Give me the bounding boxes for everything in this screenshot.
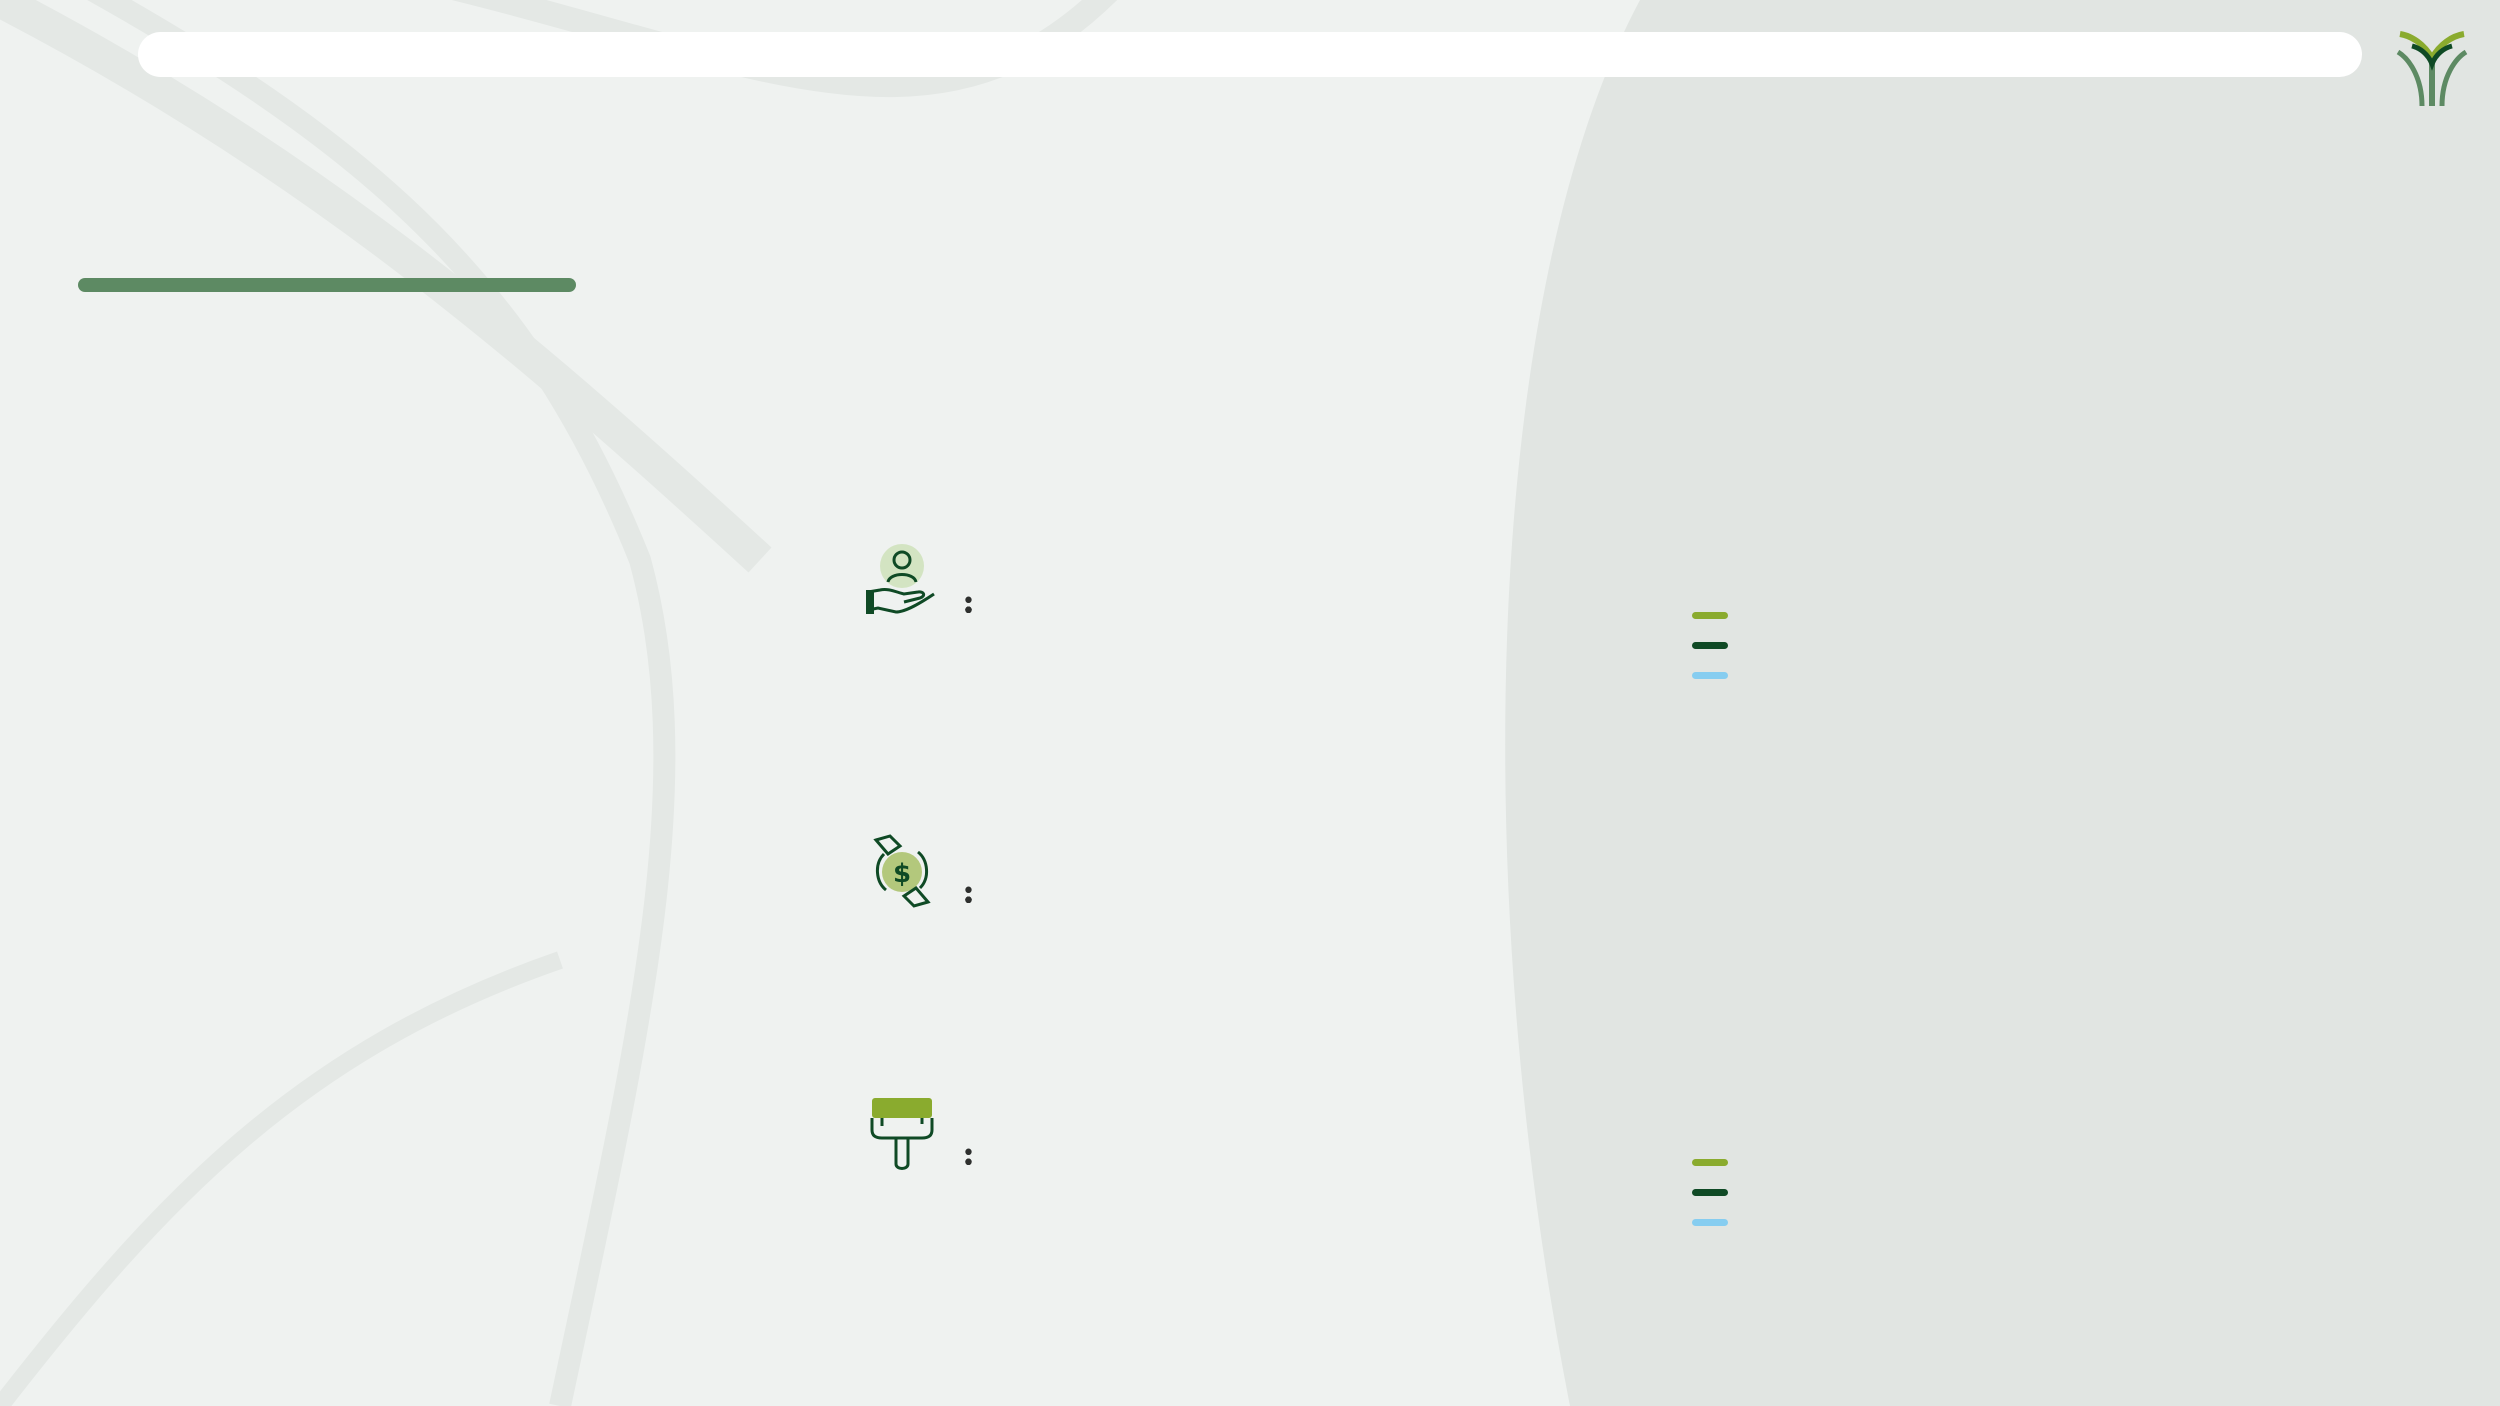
spotlight-underline <box>78 278 576 292</box>
accounts-chart <box>1540 730 2340 1170</box>
paint-brush-icon <box>866 1094 938 1172</box>
money-exchange-icon <box>866 832 938 910</box>
legend-item-municipal <box>1692 1147 1748 1177</box>
legend-item-dividend <box>1692 660 1748 690</box>
aum-govcredit-end-label <box>2328 215 2414 251</box>
legend-item-dividend <box>1692 1207 1748 1237</box>
accounts-govcredit-end-label <box>2328 809 2414 845</box>
aum-chart <box>1540 180 2340 620</box>
brand-logo-icon <box>2396 28 2468 108</box>
accounts-municipal-end-label <box>2328 741 2414 777</box>
accounts-dividend-end-label <box>2328 1062 2414 1098</box>
aum-municipal-end-label <box>2328 268 2414 304</box>
aum-legend <box>1692 600 1748 690</box>
legend-item-govcredit <box>1692 630 1748 660</box>
top-navigation <box>138 32 2362 77</box>
aum-dividend-end-label <box>2328 517 2414 553</box>
legend-item-municipal <box>1692 600 1748 630</box>
legend-item-govcredit <box>1692 1177 1748 1207</box>
client-hand-icon <box>866 540 938 618</box>
accounts-legend <box>1692 1147 1748 1237</box>
client-driven-list <box>962 588 1482 598</box>
tailored-solutions-list <box>962 878 1482 888</box>
thematic-list <box>962 1140 1482 1150</box>
svg-text:$: $ <box>892 859 912 889</box>
